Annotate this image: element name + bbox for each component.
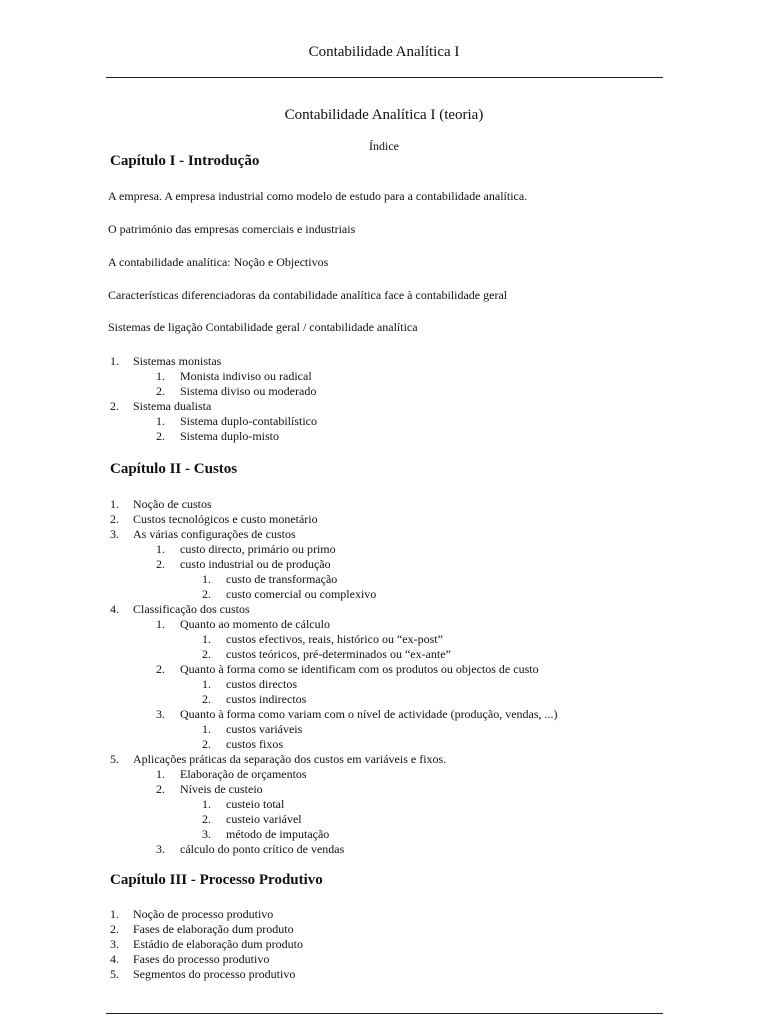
list-item-number: 2. [202, 647, 211, 661]
index-label: Índice [369, 139, 399, 153]
footer-rule [106, 1013, 663, 1014]
list-item-text: método de imputação [226, 827, 330, 841]
list-item-text: custo de transformação [226, 572, 338, 586]
list-item-text: Sistema duplo-contabilístico [180, 414, 317, 428]
list-item-number: 4. [110, 952, 119, 966]
list-item-number: 5. [110, 752, 119, 766]
list-item-text: custos teóricos, pré-determinados ou “ex-ante” [226, 647, 451, 661]
chapter-1-paragraph: Características diferenciadoras da contabilidade analítica face à contabilidade geral [108, 288, 508, 302]
list-item-number: 1. [156, 369, 165, 383]
chapter-1-paragraph: A contabilidade analítica: Noção e Objectivos [108, 255, 329, 269]
list-item-text: Sistemas monistas [133, 354, 222, 368]
list-item-number: 1. [156, 767, 165, 781]
list-item-number: 2. [110, 922, 119, 936]
list-item-number: 5. [110, 967, 119, 981]
list-item-number: 1. [110, 907, 119, 921]
list-item-text: Elaboração de orçamentos [180, 767, 307, 781]
list-item-number: 2. [202, 737, 211, 751]
list-item-text: Sistema duplo-misto [180, 429, 279, 443]
list-item-number: 1. [156, 617, 165, 631]
chapter-1-paragraph: Sistemas de ligação Contabilidade geral / contabilidade analítica [108, 320, 418, 334]
list-item-text: cálculo do ponto crítico de vendas [180, 842, 345, 856]
chapter-3-title: Capítulo III - Processo Produtivo [110, 872, 323, 888]
list-item-text: As várias configurações de custos [133, 527, 296, 541]
list-item-text: Segmentos do processo produtivo [133, 967, 296, 981]
list-item-text: custo industrial ou de produção [180, 557, 331, 571]
list-item-number: 3. [156, 842, 165, 856]
list-item-text: custeio variável [226, 812, 302, 826]
list-item-text: Aplicações práticas da separação dos custos em variáveis e fixos. [133, 752, 447, 766]
list-item-text: custeio total [226, 797, 285, 811]
list-item-number: 1. [156, 542, 165, 556]
list-item-number: 2. [202, 692, 211, 706]
list-item-text: Fases de elaboração dum produto [133, 922, 294, 936]
list-item-text: custos directos [226, 677, 297, 691]
list-item-text: Estádio de elaboração dum produto [133, 937, 303, 951]
list-item-number: 4. [110, 602, 119, 616]
list-item-number: 3. [156, 707, 165, 721]
list-item-number: 2. [156, 384, 165, 398]
list-item-text: Noção de custos [133, 497, 212, 511]
list-item-number: 1. [110, 354, 119, 368]
chapter-1-title: Capítulo I - Introdução [110, 153, 260, 169]
list-item-text: Classificação dos custos [133, 602, 250, 616]
list-item-text: Quanto à forma como se identificam com os produtos ou objectos de custo [180, 662, 539, 676]
list-item-number: 1. [202, 722, 211, 736]
list-item-text: Sistema diviso ou moderado [180, 384, 317, 398]
list-item-text: custos variáveis [226, 722, 303, 736]
list-item-number: 1. [202, 572, 211, 586]
list-item-number: 1. [202, 632, 211, 646]
list-item-text: Níveis de custeio [180, 782, 263, 796]
list-item-text: Noção de processo produtivo [133, 907, 274, 921]
list-item-number: 2. [110, 399, 119, 413]
list-item-number: 3. [110, 937, 119, 951]
list-item-number: 2. [156, 782, 165, 796]
list-item-number: 3. [202, 827, 211, 841]
list-item-text: custos fixos [226, 737, 283, 751]
list-item-number: 2. [202, 587, 211, 601]
list-item-number: 1. [202, 797, 211, 811]
list-item-text: Monista indiviso ou radical [180, 369, 312, 383]
list-item-number: 2. [110, 512, 119, 526]
list-item-number: 2. [156, 662, 165, 676]
list-item-number: 2. [156, 429, 165, 443]
list-item-number: 2. [202, 812, 211, 826]
list-item-number: 3. [110, 527, 119, 541]
list-item-text: Fases do processo produtivo [133, 952, 270, 966]
list-item-text: Quanto à forma como variam com o nível de actividade (produção, vendas, ...) [180, 707, 558, 721]
chapter-2-title: Capítulo II - Custos [110, 461, 238, 477]
header-rule [106, 77, 663, 78]
list-item-number: 2. [156, 557, 165, 571]
list-item-text: Quanto ao momento de cálculo [180, 617, 330, 631]
list-item-text: custo directo, primário ou primo [180, 542, 336, 556]
list-item-text: Sistema dualista [133, 399, 212, 413]
list-item-number: 1. [202, 677, 211, 691]
list-item-number: 1. [110, 497, 119, 511]
list-item-text: Custos tecnológicos e custo monetário [133, 512, 318, 526]
list-item-number: 1. [156, 414, 165, 428]
list-item-text: custo comercial ou complexivo [226, 587, 377, 601]
chapter-1-paragraph: A empresa. A empresa industrial como modelo de estudo para a contabilidade analítica. [108, 189, 528, 203]
list-item-text: custos efectivos, reais, histórico ou “ex-post” [226, 632, 443, 646]
document-title: Contabilidade Analítica I (teoria) [284, 107, 484, 123]
list-item-text: custos indirectos [226, 692, 307, 706]
chapter-1-paragraph: O património das empresas comerciais e industriais [108, 222, 356, 236]
running-header: Contabilidade Analítica I [308, 44, 460, 60]
